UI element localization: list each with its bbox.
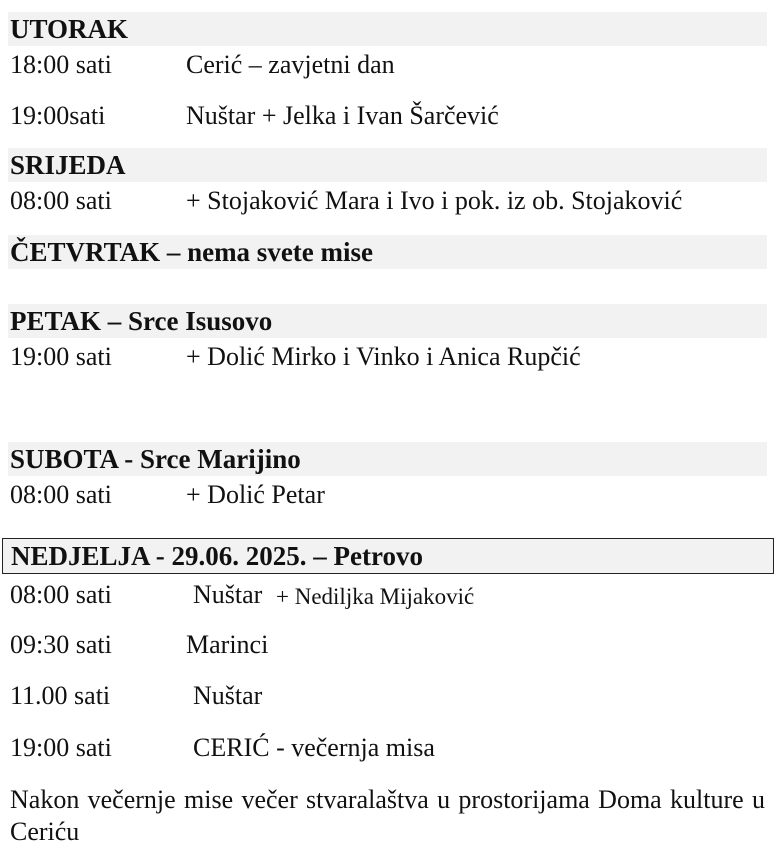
entry-description: Marinci <box>186 630 269 659</box>
day-heading-petak: PETAK – Srce Isusovo <box>8 304 767 338</box>
day-heading-srijeda: SRIJEDA <box>8 148 767 182</box>
closing-note: Nakon večernje mise večer stvaralaštva u prostorijama Doma kulture u Ceriću <box>10 785 765 846</box>
entry-description: + Dolić Mirko i Vinko i Anica Rupčić <box>186 342 581 371</box>
entry-time: 11.00 sati <box>10 681 111 710</box>
entry-time: 18:00 sati <box>10 50 112 79</box>
entry-description: Cerić – zavjetni dan <box>186 50 395 79</box>
entry-description: Nuštar <box>193 580 263 609</box>
day-heading-cetvrtak: ČETVRTAK – nema svete mise <box>8 235 767 269</box>
day-heading-utorak: UTORAK <box>8 12 767 46</box>
entry-description: + Dolić Petar <box>186 480 325 509</box>
entry-description: + Stojaković Mara i Ivo i pok. iz ob. Stojaković <box>186 186 683 215</box>
entry-time: 08:00 sati <box>10 480 112 509</box>
entry-time: 08:00 sati <box>10 580 112 609</box>
entry-description: Nuštar <box>193 681 263 710</box>
day-heading-nedjelja: NEDJELJA - 29.06. 2025. – Petrovo <box>2 538 774 574</box>
entry-time: 08:00 sati <box>10 186 112 215</box>
entry-description: CERIĆ - večernja misa <box>193 733 435 762</box>
entry-time: 19:00 sati <box>10 733 112 762</box>
entry-time: 19:00 sati <box>10 342 112 371</box>
entry-time: 19:00sati <box>10 101 106 130</box>
entry-description: Nuštar + Jelka i Ivan Šarčević <box>186 101 499 130</box>
entry-intention: + Nediljka Mijaković <box>276 584 475 609</box>
entry-time: 09:30 sati <box>10 630 112 659</box>
day-heading-subota: SUBOTA - Srce Marijino <box>8 442 767 476</box>
